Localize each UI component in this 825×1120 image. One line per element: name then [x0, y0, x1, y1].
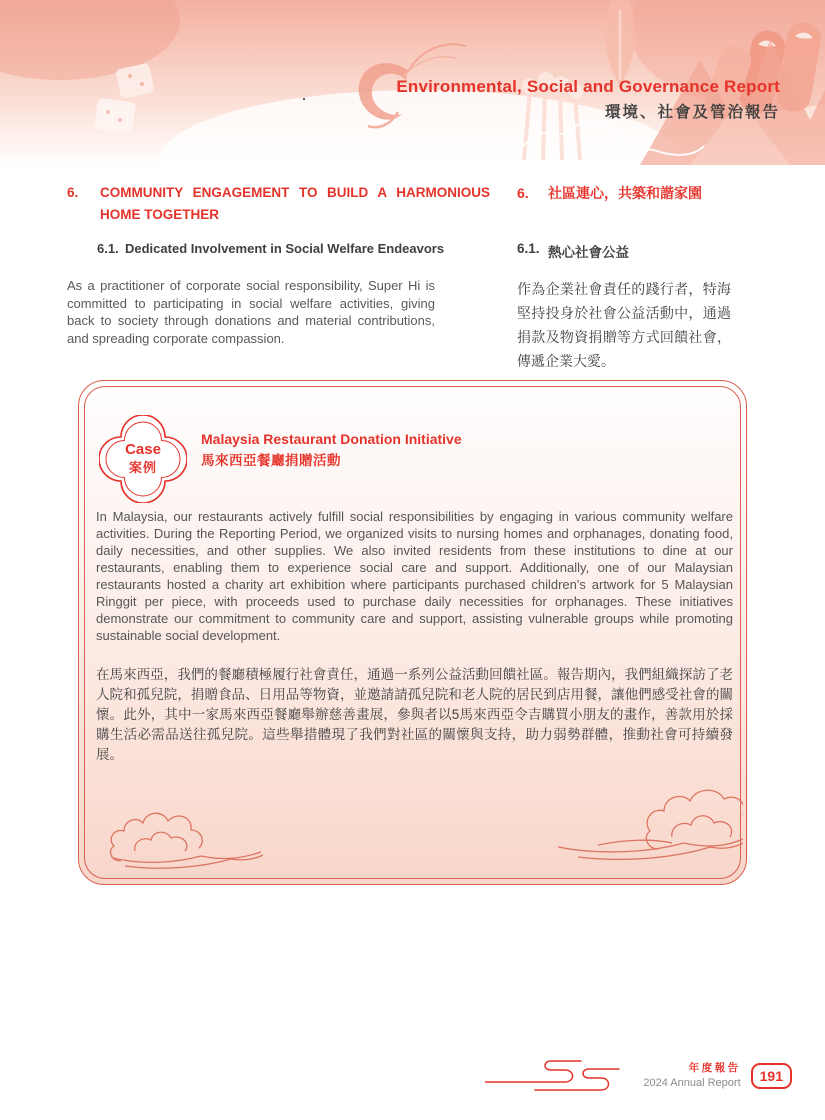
- intro-paragraph-zh: 作為企業社會責任的踐行者，特海堅持投身於社會公益活動中，通過捐款及物資捐贈等方式回饋社會，傳遞企業大愛。: [517, 281, 731, 369]
- report-title-zh: 環境、社會及管治報告: [604, 103, 780, 121]
- case-paragraph-zh: 在馬來西亞，我們的餐廳積極履行社會責任，通過一系列公益活動回饋社區。報告期內，我們組織探訪了老人院和孤兒院，捐贈食品、日用品等物資，並邀請請孤兒院和老人院的居民到店用餐，讓他們感受社會的關懷。此外，其中一家馬來西亞餐廳舉辦慈善畫展，參與者以5馬來西亞令吉購買小朋友的畫作，善款用於採購生活必需品送往孤兒院。這些舉措體現了我們對社區的關懷與支持，助力弱勢群體，推動社會可持續發展。: [96, 667, 733, 762]
- footer-report-zh: 年度報告: [688, 1061, 741, 1074]
- case-paragraph-en: In Malaysia, our restaurants actively fulfill social responsibilities by engaging in various community welfare activities. During the Reporting Period, we organized visits to nursing homes and orphanages, donating food, daily necessities, and other supplies. We also invited residents from these institutions to dine at our restaurants, enabling them to experience social care and support. Additionally, one of our Malaysian restaurants hosted a charity art exhibition where participants purchased children's artwork for 5 Malaysian Ringgit per piece, with proceeds used to purchase daily necessities for orphanages. These initiatives demonstrate our commitment to community care and support, assisting vulnerable groups while promoting sustainable social development.: [96, 509, 733, 643]
- report-title-block: [396, 76, 780, 124]
- subsection-number-zh: 6.1.: [517, 241, 540, 256]
- intro-body-row: [67, 277, 762, 373]
- section-heading-row: [67, 182, 762, 227]
- section-heading-zh: [517, 182, 762, 227]
- case-header: [99, 415, 746, 503]
- case-badge-zh: 案例: [128, 459, 157, 475]
- case-study-box: [78, 380, 747, 885]
- vegetable-motif: [605, 0, 635, 86]
- section-title-zh: 社區連心，共築和諧家園: [548, 185, 702, 201]
- subsection-number-en: 6.1.: [97, 241, 119, 256]
- header-illustration-band: [0, 0, 825, 165]
- case-title-block: [201, 429, 462, 472]
- subsection-title-zh: 熱心社會公益: [548, 245, 629, 260]
- report-title-en: Environmental, Social and Governance Report: [396, 77, 780, 96]
- page-number-badge: 191: [751, 1063, 792, 1089]
- cloud-scroll-icon: [485, 1060, 635, 1096]
- page-footer: [485, 1056, 792, 1096]
- section-number-en: 6.: [67, 185, 79, 200]
- subsection-title-en: Dedicated Involvement in Social Welfare Endeavors: [125, 241, 445, 256]
- subsection-heading-zh: [517, 241, 762, 261]
- case-badge-en: Case: [125, 440, 161, 458]
- footer-report-label: [643, 1062, 740, 1091]
- subsection-heading-row: [67, 241, 762, 261]
- cloud-motif-left: [103, 803, 263, 875]
- stray-dot: [303, 98, 305, 100]
- intro-paragraph-en: As a practitioner of corporate social responsibility, Super Hi is committed to participating in social welfare activities, giving back to society through donations and material contributions, and spreading corporate compassion.: [67, 278, 435, 346]
- case-title-en: Malaysia Restaurant Donation Initiative: [201, 431, 462, 447]
- case-badge: [99, 415, 187, 503]
- subsection-heading-en: [67, 241, 490, 261]
- section-title-en: COMMUNITY ENGAGEMENT TO BUILD A HARMONIOUS HOME TOGETHER: [100, 185, 490, 223]
- section-number-zh: 6.: [517, 185, 529, 201]
- case-badge-label: [99, 415, 187, 503]
- case-title-zh: 馬來西亞餐廳捐贈活動: [201, 453, 341, 468]
- cloud-motif-right: [458, 787, 743, 877]
- footer-report-en: 2024 Annual Report: [643, 1076, 741, 1089]
- section-heading-en: [67, 182, 490, 227]
